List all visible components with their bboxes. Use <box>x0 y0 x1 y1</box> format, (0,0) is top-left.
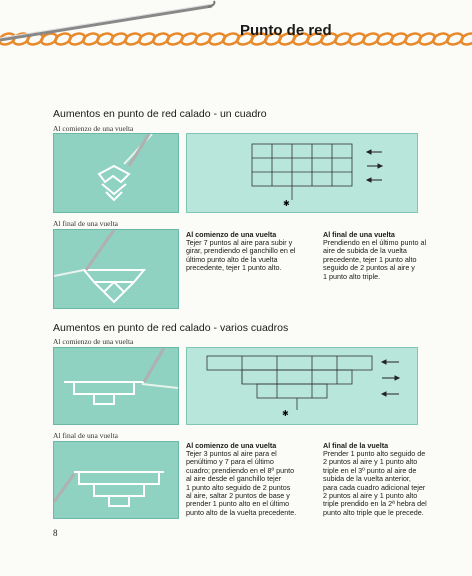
svg-text:✱: ✱ <box>283 199 290 208</box>
section2-end-heading: Al final de la vuelta <box>323 441 389 450</box>
page-title: Punto de red <box>240 22 332 39</box>
section2-end-text: Prender 1 punto alto seguido de 2 puntos al aire y 1 punto alto triple en el 3º punto al aire de subida de la vuelta anterior, para cada cuadro adicional tejer 2 puntos al aire y 1 punto alto triple prendido en la 2ª hebra del punto alto triple que le precede. <box>323 449 427 517</box>
section2-photo-start <box>53 347 179 425</box>
section2-caption-end: Al final de una vuelta <box>53 431 118 440</box>
section1-caption-end: Al final de una vuelta <box>53 219 118 228</box>
section1-end-heading: Al final de una vuelta <box>323 230 395 239</box>
section2-diagram <box>186 347 418 425</box>
section2-title: Aumentos en punto de red calado - varios cuadros <box>53 322 289 334</box>
section2-photo-end <box>53 441 179 519</box>
section2-start-heading: Al comienzo de una vuelta <box>186 441 277 450</box>
section1-end-text: Prendiendo en el último punto al aire de subida de la vuelta precedente, tejer 1 punto alto seguido de 2 puntos al aire y 1 punto alto triple. <box>323 238 427 281</box>
section2-start-text: Tejer 3 puntos al aire para el penúltimo y 7 para el último cuadro; prendiendo en el 8º punto al aire desde el ganchillo tejer 1 punto alto seguido de 2 puntos al aire, saltar 2 puntos de base y prender 1 punto alto en el último punto alto de la vuelta precedente. <box>186 449 297 517</box>
section1-photo-start <box>53 133 179 213</box>
section1-start-heading: Al comienzo de una vuelta <box>186 230 277 239</box>
section2-caption-start: Al comienzo de una vuelta <box>53 337 134 346</box>
section1-caption-start: Al comienzo de una vuelta <box>53 124 134 133</box>
section1-photo-end <box>53 229 179 309</box>
page-number: 8 <box>53 528 58 538</box>
section1-start-text: Tejer 7 puntos al aire para subir y girar, prendiendo el ganchillo en el último punto alto de la vuelta precedente, tejer 1 punto alto. <box>186 238 296 273</box>
crochet-hook-icon <box>0 0 220 48</box>
section1-title: Aumentos en punto de red calado - un cuadro <box>53 108 267 120</box>
section1-diagram <box>186 133 418 213</box>
svg-text:✱: ✱ <box>282 409 289 418</box>
